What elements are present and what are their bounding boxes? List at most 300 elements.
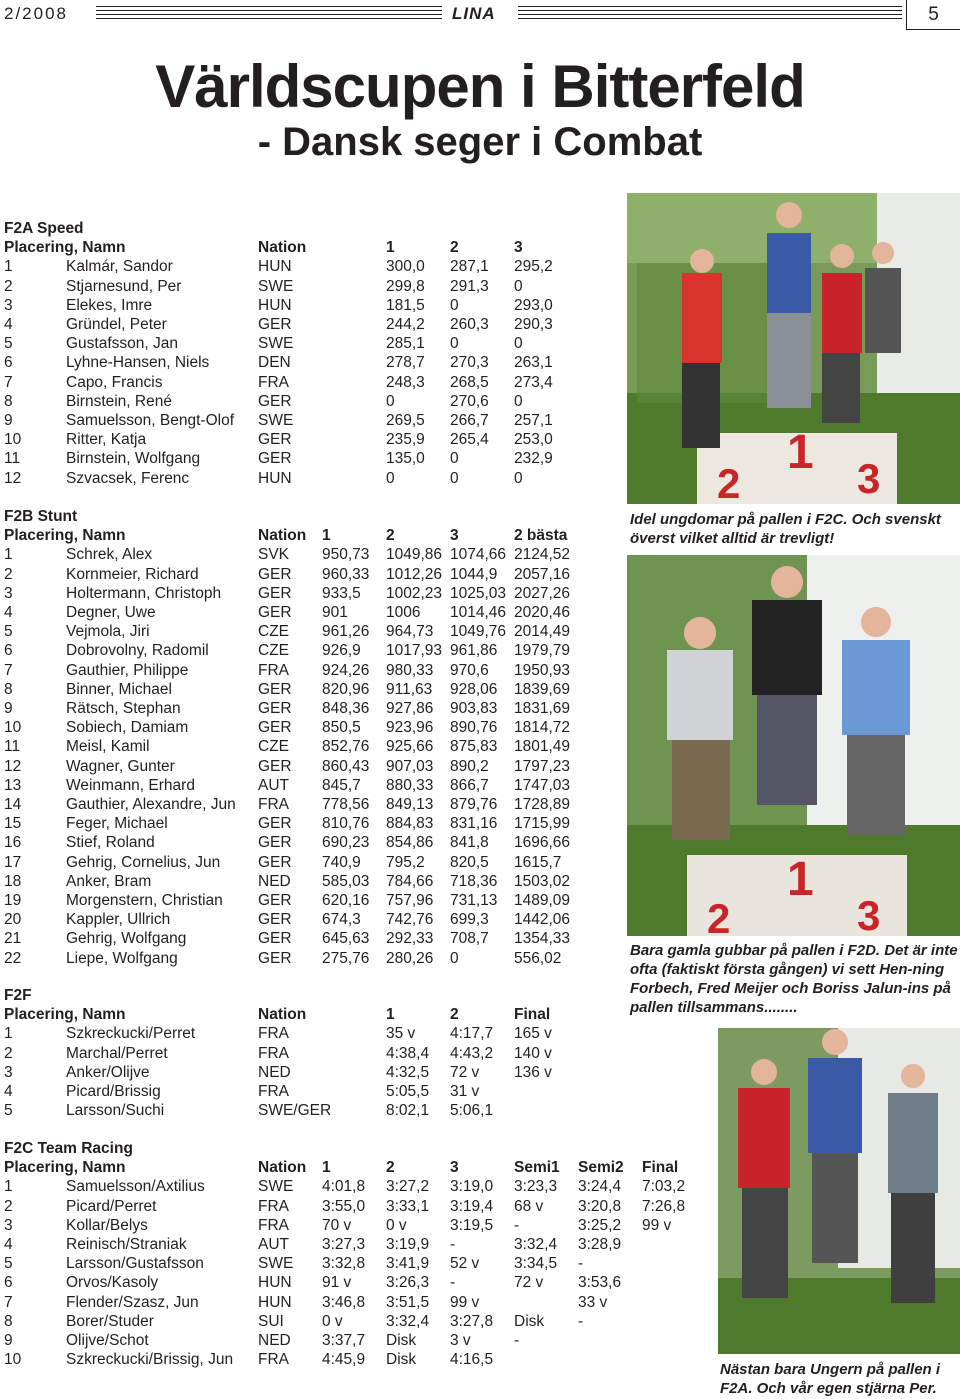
nation-cell: CZE [258,642,289,660]
score-cell [578,1331,642,1350]
score-cell: 0 v [322,1312,343,1330]
placement-cell: 9 [4,1332,13,1350]
name-cell: Elekes, Imre [66,296,153,314]
score-cell: 3:37,7 [322,1332,366,1350]
score-cell: 884,83 [386,815,434,833]
score-cell: 907,03 [386,757,434,775]
table-row [4,776,580,795]
placement-cell: 19 [4,892,22,910]
score-cell: 740,9 [322,853,361,871]
placement-cell: 7 [4,373,13,391]
name-cell: Birnstein, René [66,392,172,410]
placement-cell: 20 [4,911,22,929]
score-cell: 961,86 [450,642,498,660]
score-cell: 270,6 [450,392,489,410]
column-header: Final [514,1006,551,1024]
name-cell: Meisl, Kamil [66,738,150,756]
header-rules-left [96,6,442,20]
score-cell: 3:27,2 [386,1178,430,1196]
score-cell: 3:28,9 [578,1236,622,1253]
placement-cell: 13 [4,776,22,794]
score-cell: 275,76 [322,949,370,967]
nation-cell: FRA [258,796,289,814]
placement-cell: 4 [4,1236,13,1253]
nation-cell: GER [258,719,292,737]
placement-cell: 12 [4,757,22,775]
section-title: F2F [4,987,32,1004]
table-row [4,1293,704,1312]
score-cell: 299,8 [386,277,425,295]
score-cell: 7:03,2 [642,1178,686,1196]
nation-cell: HUN [258,1274,292,1292]
score-cell: 72 v [514,1274,544,1292]
score-cell: 848,36 [322,700,370,718]
table-row [4,1273,704,1292]
svg-text:1: 1 [787,853,814,906]
score-cell: 3 v [450,1332,471,1350]
score-cell: 784,66 [386,872,434,890]
podium-photo-image [627,193,960,504]
placement-cell: 5 [4,335,13,353]
name-cell: Rätsch, Stephan [66,700,181,718]
score-cell: 927,86 [386,700,434,718]
score-cell: 3:53,6 [578,1274,622,1292]
score-cell: 961,26 [322,623,370,641]
score-cell: 3:32,4 [514,1236,558,1253]
score-cell: 3:25,2 [578,1216,622,1234]
placement-cell: 4 [4,604,13,621]
score-cell [514,1350,578,1369]
score-cell: 5:05,5 [386,1083,430,1100]
score-cell: 0 v [386,1216,407,1234]
placement-cell: 8 [4,392,13,410]
placement-cell: 9 [4,700,13,718]
score-cell: 1002,23 [386,584,443,602]
name-cell: Schrek, Alex [66,546,153,564]
score-cell: 3:51,5 [386,1293,430,1311]
score-cell: 810,76 [322,815,370,833]
placement-cell: 3 [4,296,13,314]
score-cell: 841,8 [450,834,489,852]
table-row [4,1063,578,1082]
score-cell [514,1293,578,1312]
score-cell: 295,2 [514,258,553,276]
podium-photo-image [718,1028,960,1354]
score-cell: 718,36 [450,872,498,890]
column-header: 2 [386,1159,395,1177]
score-cell: 1006 [386,604,421,621]
placement-cell: 1 [4,1178,13,1196]
name-cell: Degner, Uwe [66,604,156,621]
nation-cell: SWE [258,412,294,430]
score-cell [578,1350,642,1369]
name-cell: Szkreckucki/Perret [66,1025,196,1043]
score-cell [642,1293,704,1312]
score-cell: 1801,49 [514,738,571,756]
table-row [4,872,580,891]
column-header: Semi2 [578,1159,624,1177]
nation-cell: GER [258,450,292,468]
nation-cell: FRA [258,1044,289,1062]
name-cell: Larsson/Gustafsson [66,1255,204,1273]
score-cell: 866,7 [450,776,489,794]
score-cell: 925,66 [386,738,434,756]
placement-cell: 3 [4,584,13,602]
score-cell: 0 [450,469,459,487]
name-cell: Larsson/Suchi [66,1102,165,1120]
score-cell: 585,03 [322,872,370,890]
score-cell: 850,5 [322,719,361,737]
score-cell: 2124,52 [514,546,571,564]
name-cell: Szkreckucki/Brissig, Jun [66,1351,234,1369]
photo-f2d-podium [627,555,960,936]
name-cell: Sobiech, Damiam [66,719,189,737]
placement-cell: 2 [4,277,13,295]
score-cell: 0 [514,469,523,487]
column-header: Placering, Namn [4,527,126,545]
name-cell: Picard/Perret [66,1197,157,1215]
score-cell: 3:26,3 [386,1274,430,1292]
column-header: Placering, Namn [4,239,126,257]
column-header: Nation [258,239,307,257]
score-cell: - [578,1312,584,1330]
score-cell: 135,0 [386,450,425,468]
score-cell: 923,96 [386,719,434,737]
score-cell: 1715,99 [514,815,571,833]
score-cell: 0 [386,392,395,410]
table-row [4,1177,704,1196]
score-cell: 3:32,4 [386,1312,430,1330]
section-title: F2C Team Racing [4,1140,133,1157]
placement-cell: 5 [4,1255,13,1273]
score-cell: 3:27,3 [322,1236,366,1253]
column-header: 2 [450,1006,459,1024]
score-cell: 645,63 [322,930,370,948]
score-cell: 5:06,1 [450,1102,494,1120]
nation-cell: GER [258,680,292,698]
nation-cell: GER [258,604,292,621]
score-cell: 960,33 [322,565,370,583]
name-cell: Samuelsson, Bengt-Olof [66,412,235,430]
score-cell: 244,2 [386,316,425,333]
score-cell [642,1273,704,1292]
score-cell: 273,4 [514,373,553,391]
name-cell: Borer/Studer [66,1312,154,1330]
score-cell: 270,3 [450,354,489,372]
score-cell: 1831,69 [514,700,571,718]
score-cell: 292,33 [386,930,434,948]
nation-cell: SWE/GER [258,1102,332,1120]
score-cell: 3:19,4 [450,1197,494,1215]
score-cell: 52 v [450,1255,480,1273]
svg-text:2: 2 [707,895,731,936]
score-cell: 928,06 [450,680,498,698]
score-cell: 291,3 [450,277,489,295]
section-title: F2B Stunt [4,508,78,525]
score-cell: 845,7 [322,776,361,794]
score-cell: 248,3 [386,373,425,391]
table-row [4,622,580,641]
magazine-logo: LINA [452,4,496,23]
nation-cell: HUN [258,469,292,487]
section-title: F2A Speed [4,220,84,237]
column-header: 3 [514,239,523,257]
f2b-results [4,507,580,968]
score-cell: 820,5 [450,853,489,871]
caption-photo-1: Idel ungdomar på pallen i F2C. Och svenskt överst vilket alltid är trevligt! [630,511,941,547]
score-cell: 293,0 [514,296,553,314]
score-cell: 778,56 [322,796,370,814]
placement-cell: 9 [4,412,13,430]
score-cell: 1049,86 [386,546,443,564]
score-cell: 849,13 [386,796,434,814]
table-row [4,1235,704,1254]
score-cell [642,1331,704,1350]
nation-cell: HUN [258,1293,292,1311]
score-cell: 880,33 [386,776,434,794]
results-table [4,238,578,488]
score-cell: 901 [322,604,348,621]
score-cell: 0 [514,335,523,353]
name-cell: Anker/Olijve [66,1063,150,1081]
name-cell: Birnstein, Wolfgang [66,450,201,468]
name-cell: Binner, Michael [66,680,172,698]
placement-cell: 2 [4,565,13,583]
score-cell: 854,86 [386,834,434,852]
placement-cell: 16 [4,834,22,852]
score-cell: 2020,46 [514,604,571,621]
score-cell: 1489,09 [514,892,571,910]
score-cell: 265,4 [450,431,489,449]
nation-cell: GER [258,911,292,929]
score-cell: 911,63 [386,680,433,698]
nation-cell: SWE [258,1255,294,1273]
name-cell: Liepe, Wolfgang [66,949,178,967]
score-cell: 0 [514,392,523,410]
score-cell: 674,3 [322,911,361,929]
score-cell: 3:24,4 [578,1178,622,1196]
nation-cell: AUT [258,1236,289,1253]
table-row [4,833,580,852]
score-cell: 99 v [450,1293,480,1311]
score-cell: 3:20,8 [578,1197,622,1215]
name-cell: Reinisch/Straniak [66,1236,187,1253]
score-cell: 950,73 [322,546,370,564]
placement-cell: 17 [4,853,22,871]
placement-cell: 6 [4,1274,13,1292]
score-cell: - [514,1332,520,1350]
results-table [4,1005,578,1120]
score-cell: 852,76 [322,738,370,756]
score-cell: 4:17,7 [450,1025,494,1043]
placement-cell: 15 [4,815,22,833]
score-cell: 266,7 [450,412,489,430]
score-cell: 1442,06 [514,911,571,929]
table-row [4,641,580,660]
score-cell: 4:45,9 [322,1351,366,1369]
score-cell: 3:46,8 [322,1293,366,1311]
score-cell: 1074,66 [450,546,507,564]
name-cell: Weinmann, Erhard [66,776,195,794]
name-cell: Gustafsson, Jan [66,335,179,353]
table-row [4,353,578,372]
table-row [4,315,578,334]
nation-cell: SWE [258,335,294,353]
score-cell: 2057,16 [514,565,571,583]
placement-cell: 5 [4,623,13,641]
column-header: 1 [322,1159,331,1177]
placement-cell: 2 [4,1044,13,1062]
name-cell: Anker, Bram [66,872,152,890]
score-cell: 1696,66 [514,834,571,852]
nation-cell: SWE [258,277,294,295]
score-cell: 3:34,5 [514,1255,558,1273]
table-row [4,1044,578,1063]
score-cell: 926,9 [322,642,361,660]
article-subtitle: - Dansk seger i Combat [257,120,703,164]
name-cell: Gehrig, Wolfgang [66,930,187,948]
score-cell: 0 [450,335,459,353]
score-cell: 3:19,0 [450,1178,494,1196]
score-cell: 890,2 [450,757,489,775]
score-cell: 269,5 [386,412,425,430]
table-header-row [4,526,580,545]
svg-text:3: 3 [857,892,881,936]
score-cell: 933,5 [322,584,361,602]
name-cell: Orvos/Kasoly [66,1274,159,1292]
svg-text:2: 2 [717,460,741,504]
column-header: 1 [386,239,395,257]
score-cell: 3:41,9 [386,1255,430,1273]
table-row [4,853,580,872]
table-row [4,891,580,910]
placement-cell: 4 [4,316,13,333]
name-cell: Holtermann, Christoph [66,584,222,602]
svg-text:1: 1 [787,426,814,479]
score-cell: 300,0 [386,258,425,276]
score-cell: 0 [450,949,459,967]
column-header: Placering, Namn [4,1159,126,1177]
name-cell: Gauthier, Alexandre, Jun [66,796,236,814]
table-row [4,929,580,948]
table-row [4,449,578,468]
nation-cell: FRA [258,1197,289,1215]
score-cell: 31 v [450,1083,480,1100]
score-cell: 903,83 [450,700,498,718]
nation-cell: GER [258,584,292,602]
nation-cell: GER [258,392,292,410]
name-cell: Wagner, Gunter [66,757,175,775]
nation-cell: GER [258,949,292,967]
column-header: Semi1 [514,1159,560,1177]
score-cell: 7:26,8 [642,1197,686,1215]
score-cell: 890,76 [450,719,498,737]
score-cell: 287,1 [450,258,489,276]
score-cell: 0 [386,469,395,487]
placement-cell: 1 [4,258,13,276]
score-cell [642,1235,704,1254]
nation-cell: GER [258,834,292,852]
column-header: 3 [450,527,459,545]
table-row [4,737,580,756]
score-cell: 1797,23 [514,757,571,775]
nation-cell: HUN [258,258,292,276]
score-cell: 1049,76 [450,623,507,641]
column-header: 2 [450,239,459,257]
score-cell: 1012,26 [386,565,443,583]
score-cell: 3:19,5 [450,1216,494,1234]
score-cell: 964,73 [386,623,434,641]
name-cell: Vejmola, Jiri [66,623,150,641]
table-row [4,584,580,603]
score-cell: 1747,03 [514,776,571,794]
score-cell: 795,2 [386,853,425,871]
placement-cell: 7 [4,1293,13,1311]
score-cell: Disk [386,1332,417,1350]
table-row [4,277,578,296]
score-cell: 68 v [514,1197,544,1215]
column-header: Nation [258,527,307,545]
column-header: 3 [450,1159,459,1177]
name-cell: Marchal/Perret [66,1044,168,1062]
score-cell: 70 v [322,1216,352,1234]
name-cell: Kollar/Belys [66,1216,148,1234]
score-cell: 257,1 [514,412,553,430]
nation-cell: FRA [258,1083,289,1100]
table-header-row [4,1158,704,1177]
issue-number: 2/2008 [4,4,68,23]
photo-f2a-podium [718,1028,960,1354]
score-cell: 742,76 [386,911,434,929]
score-cell: 35 v [386,1025,416,1043]
name-cell: Morgenstern, Christian [66,892,223,910]
column-header: Nation [258,1006,307,1024]
placement-cell: 10 [4,1351,22,1369]
placement-cell: 8 [4,680,13,698]
placement-cell: 11 [4,738,21,756]
table-row [4,1331,704,1350]
page-header [0,0,960,30]
score-cell: 3:33,1 [386,1197,430,1215]
name-cell: Dobrovolny, Radomil [66,642,209,660]
table-row [4,718,580,737]
score-cell: 820,96 [322,680,370,698]
score-cell: 72 v [450,1063,480,1081]
name-cell: Capo, Francis [66,373,163,391]
nation-cell: FRA [258,661,289,679]
score-cell: 4:38,4 [386,1044,430,1062]
f2f-results [4,986,578,1120]
table-header-row [4,1005,578,1024]
nation-cell: GER [258,316,292,333]
placement-cell: 1 [4,546,13,564]
caption-photo-3: Nästan bara Ungern på pallen i F2A. Och vår egen stjärna Per. [720,1361,941,1397]
article-title: Världscupen i Bitterfeld [155,53,805,120]
table-row [4,949,580,968]
name-cell: Ritter, Katja [66,431,147,449]
score-cell: Disk [386,1351,417,1369]
nation-cell: SVK [258,546,290,564]
placement-cell: 10 [4,431,22,449]
score-cell: 3:55,0 [322,1197,366,1215]
score-cell: 290,3 [514,316,553,333]
nation-cell: GER [258,700,292,718]
nation-cell: GER [258,815,292,833]
placement-cell: 1 [4,1025,13,1043]
nation-cell: FRA [258,373,289,391]
score-cell: 879,76 [450,796,498,814]
score-cell: 757,96 [386,892,434,910]
